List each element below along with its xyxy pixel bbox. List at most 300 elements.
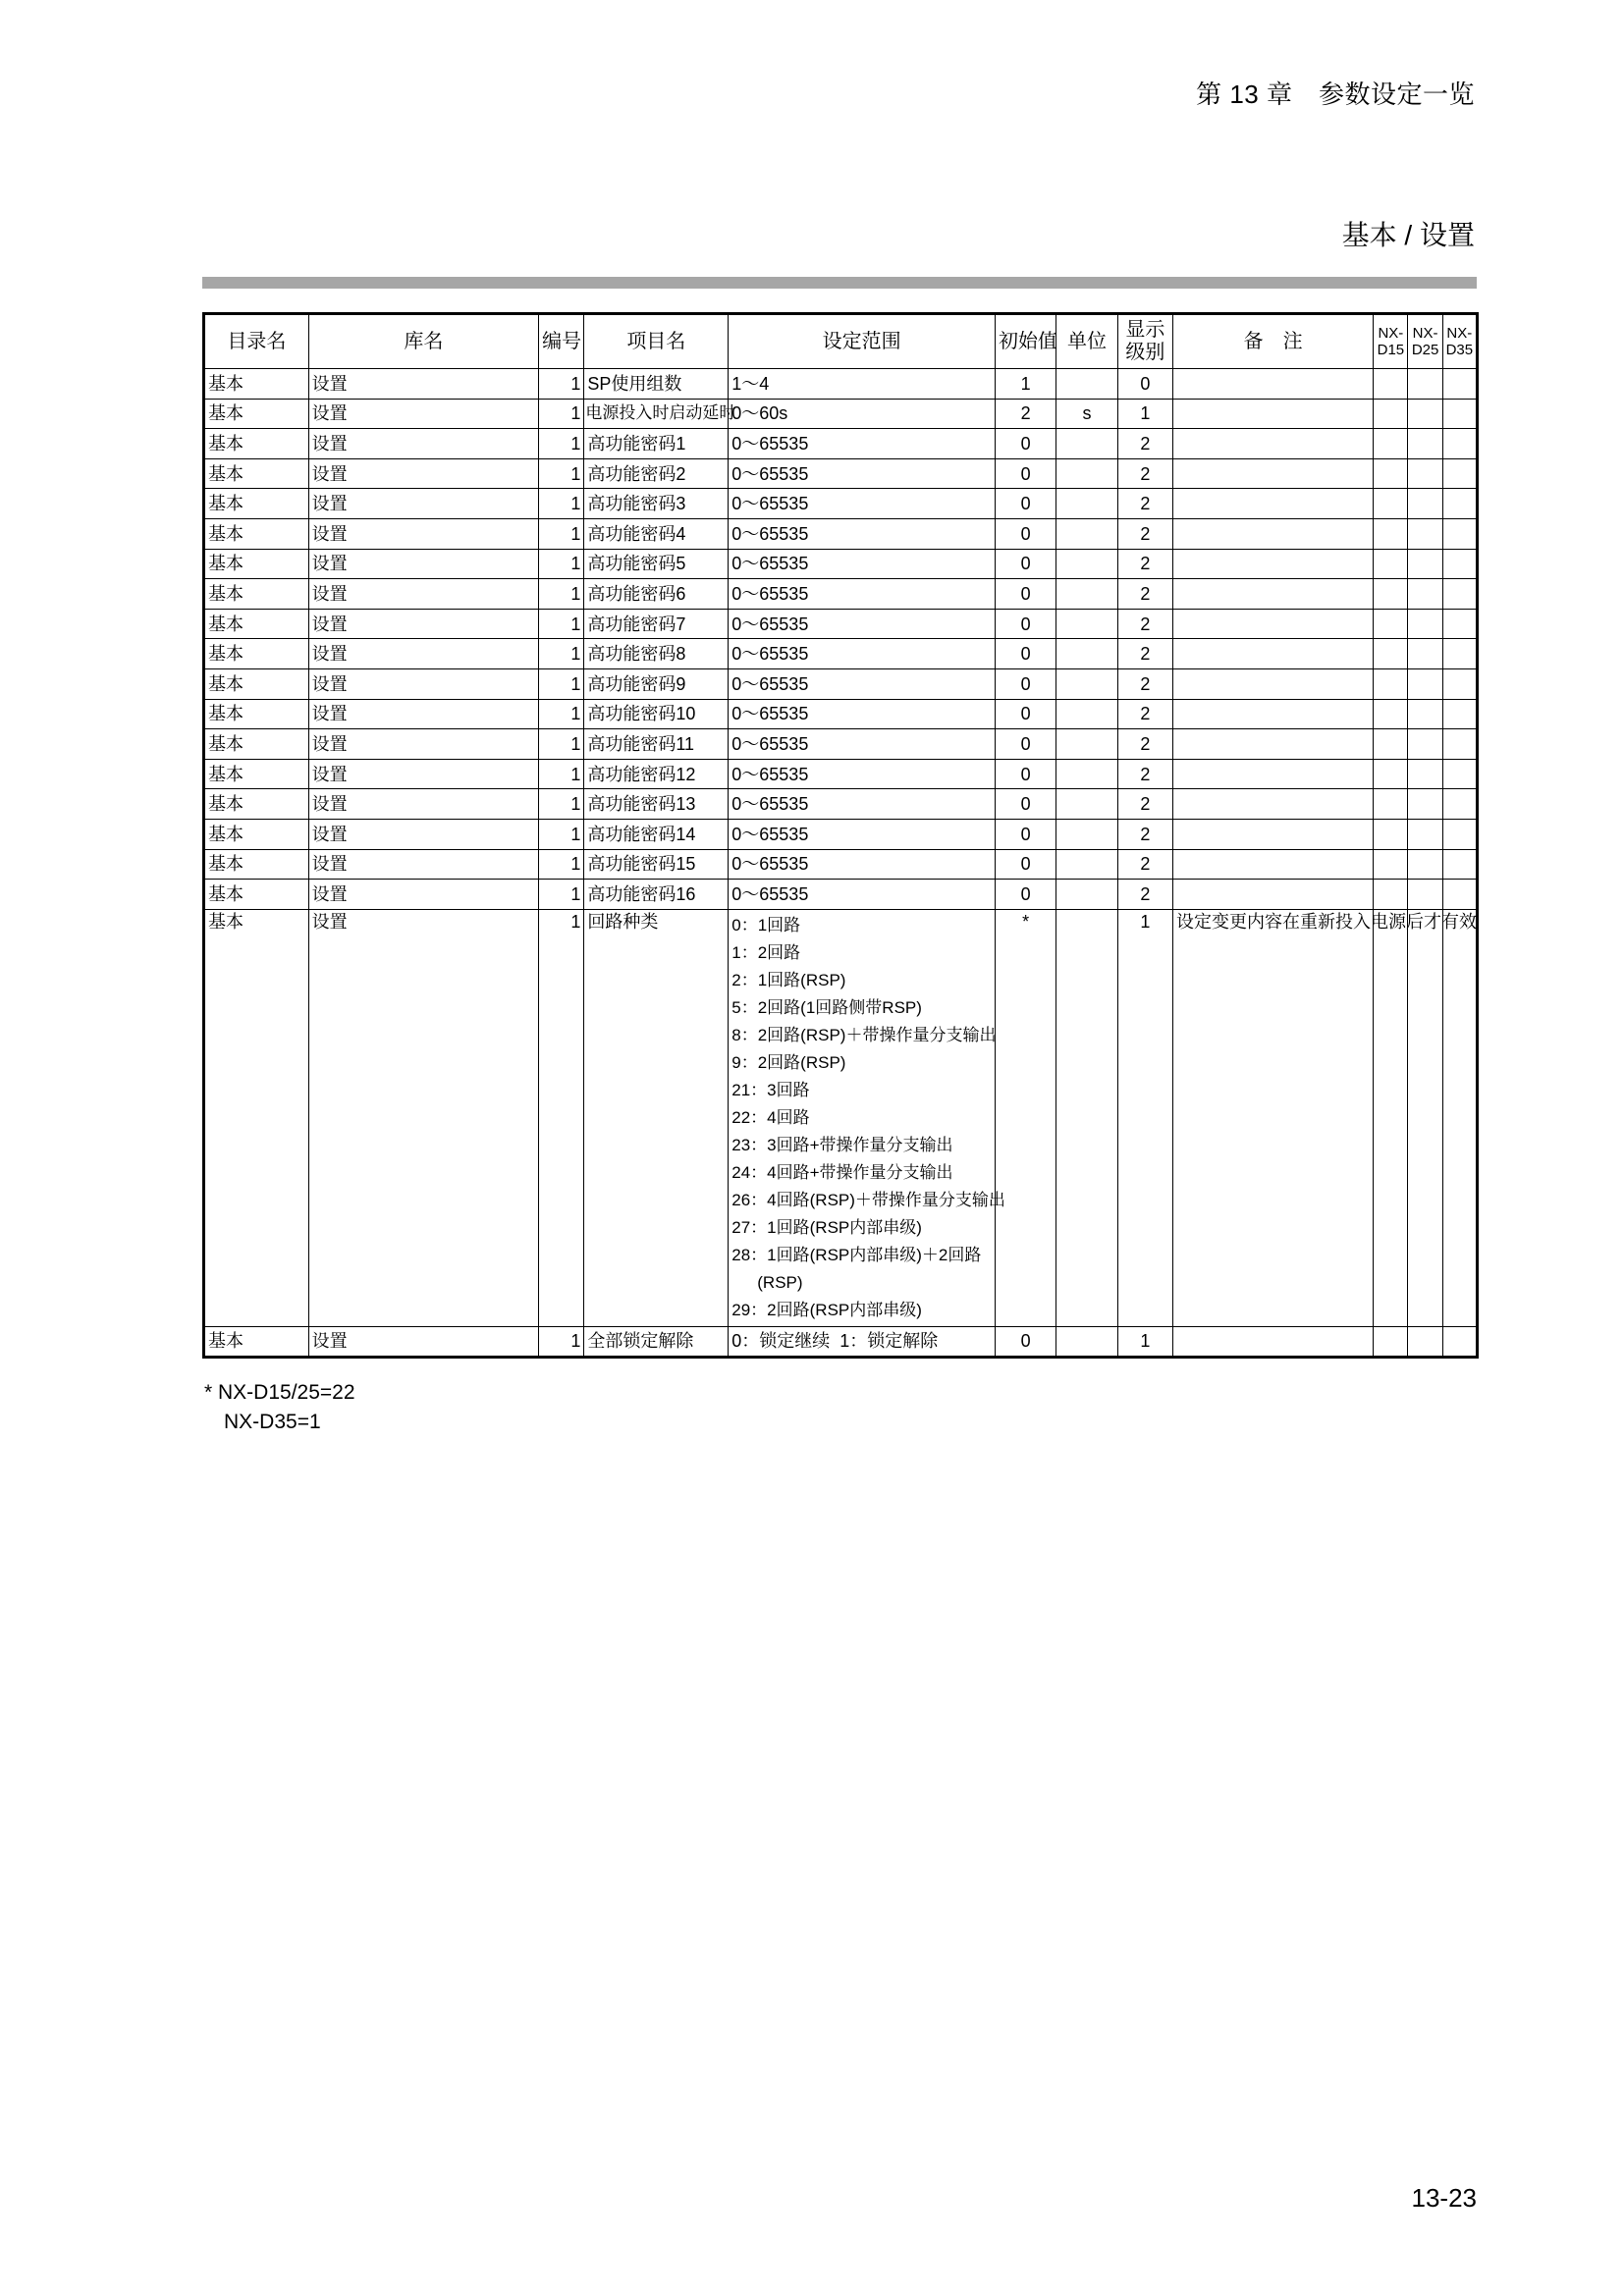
cell-item: 高功能密码15 bbox=[584, 849, 729, 880]
cell-d15 bbox=[1374, 369, 1408, 400]
table-row bbox=[204, 549, 1478, 579]
cell-d25 bbox=[1408, 549, 1442, 579]
col-header-d15-line1: NX- bbox=[1378, 325, 1404, 342]
cell-level: 2 bbox=[1117, 639, 1172, 669]
cell-dir: 基本 bbox=[204, 369, 309, 400]
cell-num: 1 bbox=[539, 489, 584, 519]
cell-d25 bbox=[1408, 880, 1442, 910]
cell-note bbox=[1173, 369, 1374, 400]
cell-init: 0 bbox=[995, 458, 1056, 489]
cell-range: 0～65535 bbox=[729, 668, 996, 699]
cell-dir: 基本 bbox=[204, 849, 309, 880]
cell-lib: 设置 bbox=[308, 699, 538, 729]
cell-range: 0～65535 bbox=[729, 699, 996, 729]
footnote-line: * NX-D15/25=22 bbox=[204, 1381, 355, 1404]
cell-note bbox=[1173, 729, 1374, 760]
cell-level: 2 bbox=[1117, 849, 1172, 880]
cell-item: 电源投入时启动延时 bbox=[584, 399, 729, 429]
cell-dir: 基本 bbox=[204, 429, 309, 459]
cell-dir: 基本 bbox=[204, 909, 309, 1326]
cell-item: 高功能密码1 bbox=[584, 429, 729, 459]
cell-note bbox=[1173, 789, 1374, 820]
table-row bbox=[204, 819, 1478, 849]
cell-item: 高功能密码4 bbox=[584, 518, 729, 549]
cell-init: 0 bbox=[995, 880, 1056, 910]
cell-d35 bbox=[1442, 399, 1477, 429]
col-header-num: 编号 bbox=[539, 314, 584, 369]
cell-range: 1～4 bbox=[729, 369, 996, 400]
cell-d15 bbox=[1374, 668, 1408, 699]
col-header-level-line1: 显示 bbox=[1125, 319, 1165, 341]
col-header-unit: 单位 bbox=[1056, 314, 1117, 369]
cell-d25 bbox=[1408, 518, 1442, 549]
cell-num: 1 bbox=[539, 819, 584, 849]
cell-unit: s bbox=[1056, 399, 1117, 429]
table-row bbox=[204, 1326, 1478, 1358]
table-row bbox=[204, 489, 1478, 519]
cell-unit bbox=[1056, 819, 1117, 849]
cell-lib: 设置 bbox=[308, 639, 538, 669]
table-row bbox=[204, 579, 1478, 610]
cell-init: 0 bbox=[995, 489, 1056, 519]
cell-dir: 基本 bbox=[204, 819, 309, 849]
table-row bbox=[204, 699, 1478, 729]
cell-d25 bbox=[1408, 639, 1442, 669]
cell-lib: 设置 bbox=[308, 849, 538, 880]
cell-num: 1 bbox=[539, 429, 584, 459]
cell-d35 bbox=[1442, 518, 1477, 549]
table-row bbox=[204, 909, 1478, 1326]
table-row bbox=[204, 429, 1478, 459]
cell-dir: 基本 bbox=[204, 789, 309, 820]
cell-num: 1 bbox=[539, 880, 584, 910]
cell-d25 bbox=[1408, 789, 1442, 820]
cell-d35 bbox=[1442, 759, 1477, 789]
col-header-item: 项目名 bbox=[584, 314, 729, 369]
cell-level: 2 bbox=[1117, 579, 1172, 610]
cell-num: 1 bbox=[539, 699, 584, 729]
cell-d25 bbox=[1408, 729, 1442, 760]
cell-d35 bbox=[1442, 1326, 1477, 1358]
cell-level: 0 bbox=[1117, 369, 1172, 400]
cell-init: 0 bbox=[995, 1326, 1056, 1358]
cell-d25 bbox=[1408, 819, 1442, 849]
cell-d35 bbox=[1442, 668, 1477, 699]
table-row bbox=[204, 880, 1478, 910]
cell-item: 高功能密码16 bbox=[584, 880, 729, 910]
cell-d15 bbox=[1374, 759, 1408, 789]
col-header-d25-line1: NX- bbox=[1412, 325, 1438, 342]
cell-range: 0～65535 bbox=[729, 429, 996, 459]
cell-d25 bbox=[1408, 399, 1442, 429]
range-option: 22：4回路 bbox=[731, 1107, 810, 1127]
range-option-continuation: (RSP) bbox=[757, 1272, 803, 1292]
cell-note bbox=[1173, 549, 1374, 579]
cell-lib: 设置 bbox=[308, 369, 538, 400]
range-option: 26：4回路(RSP)＋带操作量分支输出 bbox=[731, 1190, 1005, 1209]
cell-dir: 基本 bbox=[204, 579, 309, 610]
cell-level: 2 bbox=[1117, 429, 1172, 459]
cell-d25 bbox=[1408, 369, 1442, 400]
cell-d25 bbox=[1408, 699, 1442, 729]
cell-d35 bbox=[1442, 699, 1477, 729]
cell-lib: 设置 bbox=[308, 579, 538, 610]
col-header-init: 初始值 bbox=[995, 314, 1056, 369]
cell-unit bbox=[1056, 579, 1117, 610]
cell-init: 0 bbox=[995, 789, 1056, 820]
cell-num: 1 bbox=[539, 909, 584, 1326]
cell-note bbox=[1173, 458, 1374, 489]
footnote-line: NX-D35=1 bbox=[224, 1411, 321, 1433]
cell-num: 1 bbox=[539, 399, 584, 429]
cell-dir: 基本 bbox=[204, 639, 309, 669]
cell-d25 bbox=[1408, 489, 1442, 519]
cell-dir: 基本 bbox=[204, 458, 309, 489]
cell-note bbox=[1173, 819, 1374, 849]
cell-range: 0～65535 bbox=[729, 729, 996, 760]
cell-d35 bbox=[1442, 369, 1477, 400]
cell-unit bbox=[1056, 759, 1117, 789]
cell-d35 bbox=[1442, 819, 1477, 849]
cell-init: 0 bbox=[995, 549, 1056, 579]
cell-init: 0 bbox=[995, 639, 1056, 669]
range-option: 23：3回路+带操作量分支输出 bbox=[731, 1135, 953, 1154]
cell-level: 2 bbox=[1117, 609, 1172, 639]
cell-note bbox=[1173, 849, 1374, 880]
cell-dir: 基本 bbox=[204, 399, 309, 429]
cell-num: 1 bbox=[539, 579, 584, 610]
cell-d25 bbox=[1408, 579, 1442, 610]
cell-item: 回路种类 bbox=[584, 909, 729, 1326]
cell-d35 bbox=[1442, 880, 1477, 910]
cell-lib: 设置 bbox=[308, 458, 538, 489]
cell-unit bbox=[1056, 849, 1117, 880]
cell-d35 bbox=[1442, 789, 1477, 820]
cell-note: 设定变更内容在重新投入电源后才有效 bbox=[1173, 909, 1374, 1326]
cell-d35 bbox=[1442, 429, 1477, 459]
cell-dir: 基本 bbox=[204, 489, 309, 519]
cell-d15 bbox=[1374, 789, 1408, 820]
cell-lib: 设置 bbox=[308, 518, 538, 549]
cell-note bbox=[1173, 880, 1374, 910]
col-header-d25-line2: D25 bbox=[1411, 342, 1439, 358]
col-header-level bbox=[1117, 314, 1172, 369]
cell-note bbox=[1173, 759, 1374, 789]
col-header-dir: 目录名 bbox=[204, 314, 309, 369]
cell-num: 1 bbox=[539, 609, 584, 639]
cell-unit bbox=[1056, 458, 1117, 489]
cell-level: 2 bbox=[1117, 489, 1172, 519]
cell-dir: 基本 bbox=[204, 699, 309, 729]
col-header-d25 bbox=[1408, 314, 1442, 369]
cell-d35 bbox=[1442, 579, 1477, 610]
table-row bbox=[204, 849, 1478, 880]
cell-note bbox=[1173, 429, 1374, 459]
cell-init: 0 bbox=[995, 609, 1056, 639]
table-row bbox=[204, 399, 1478, 429]
cell-d25 bbox=[1408, 609, 1442, 639]
cell-d35 bbox=[1442, 609, 1477, 639]
range-option: 24：4回路+带操作量分支输出 bbox=[731, 1162, 953, 1182]
cell-unit bbox=[1056, 489, 1117, 519]
cell-item: 高功能密码11 bbox=[584, 729, 729, 760]
cell-level: 2 bbox=[1117, 880, 1172, 910]
cell-d15 bbox=[1374, 429, 1408, 459]
cell-note bbox=[1173, 489, 1374, 519]
cell-level: 2 bbox=[1117, 699, 1172, 729]
col-header-d35-line1: NX- bbox=[1446, 325, 1473, 342]
cell-item: 高功能密码6 bbox=[584, 579, 729, 610]
col-header-level-line2: 级别 bbox=[1125, 342, 1165, 363]
cell-level: 1 bbox=[1117, 399, 1172, 429]
cell-d15 bbox=[1374, 399, 1408, 429]
cell-d25 bbox=[1408, 909, 1442, 1326]
cell-lib: 设置 bbox=[308, 909, 538, 1326]
range-option: 0：1回路 bbox=[731, 915, 801, 934]
col-header-lib: 库名 bbox=[308, 314, 538, 369]
cell-d15 bbox=[1374, 909, 1408, 1326]
cell-lib: 设置 bbox=[308, 668, 538, 699]
cell-unit bbox=[1056, 549, 1117, 579]
col-header-d35-line2: D35 bbox=[1445, 342, 1474, 358]
cell-init: 0 bbox=[995, 819, 1056, 849]
cell-lib: 设置 bbox=[308, 759, 538, 789]
cell-d15 bbox=[1374, 699, 1408, 729]
cell-lib: 设置 bbox=[308, 729, 538, 760]
cell-d35 bbox=[1442, 489, 1477, 519]
cell-item: 高功能密码7 bbox=[584, 609, 729, 639]
table-row bbox=[204, 518, 1478, 549]
cell-d25 bbox=[1408, 1326, 1442, 1358]
cell-num: 1 bbox=[539, 549, 584, 579]
cell-unit bbox=[1056, 789, 1117, 820]
col-header-note: 备 注 bbox=[1173, 314, 1374, 369]
cell-note bbox=[1173, 579, 1374, 610]
cell-range: 0～65535 bbox=[729, 609, 996, 639]
cell-range bbox=[729, 909, 1005, 1326]
cell-dir: 基本 bbox=[204, 1326, 309, 1358]
cell-unit bbox=[1056, 699, 1117, 729]
cell-note bbox=[1173, 609, 1374, 639]
col-header-d15-line2: D15 bbox=[1377, 342, 1405, 358]
cell-num: 1 bbox=[539, 369, 584, 400]
cell-note bbox=[1173, 699, 1374, 729]
cell-init: 0 bbox=[995, 429, 1056, 459]
cell-init: 1 bbox=[995, 369, 1056, 400]
cell-item: 高功能密码12 bbox=[584, 759, 729, 789]
cell-d15 bbox=[1374, 549, 1408, 579]
cell-lib: 设置 bbox=[308, 399, 538, 429]
col-header-range: 设定范围 bbox=[729, 314, 996, 369]
table-row bbox=[204, 789, 1478, 820]
cell-d35 bbox=[1442, 639, 1477, 669]
cell-range: 0～65535 bbox=[729, 489, 996, 519]
cell-init: 0 bbox=[995, 579, 1056, 610]
cell-d35 bbox=[1442, 849, 1477, 880]
cell-item: 高功能密码13 bbox=[584, 789, 729, 820]
cell-item: 高功能密码2 bbox=[584, 458, 729, 489]
table-row bbox=[204, 369, 1478, 400]
cell-lib: 设置 bbox=[308, 549, 538, 579]
cell-d15 bbox=[1374, 518, 1408, 549]
range-option: 8：2回路(RSP)＋带操作量分支输出 bbox=[731, 1025, 997, 1044]
cell-num: 1 bbox=[539, 849, 584, 880]
cell-num: 1 bbox=[539, 759, 584, 789]
range-option: 29：2回路(RSP内部串级) bbox=[731, 1300, 922, 1319]
cell-level: 2 bbox=[1117, 518, 1172, 549]
cell-unit bbox=[1056, 369, 1117, 400]
cell-note bbox=[1173, 399, 1374, 429]
cell-level: 1 bbox=[1117, 909, 1172, 1326]
cell-item: 高功能密码9 bbox=[584, 668, 729, 699]
cell-range: 0～60s bbox=[729, 399, 996, 429]
cell-num: 1 bbox=[539, 1326, 584, 1358]
cell-d15 bbox=[1374, 639, 1408, 669]
cell-item: 高功能密码5 bbox=[584, 549, 729, 579]
cell-dir: 基本 bbox=[204, 729, 309, 760]
cell-lib: 设置 bbox=[308, 429, 538, 459]
cell-lib: 设置 bbox=[308, 789, 538, 820]
table-row bbox=[204, 668, 1478, 699]
range-option: 28：1回路(RSP内部串级)＋2回路 bbox=[731, 1245, 982, 1264]
cell-note bbox=[1173, 518, 1374, 549]
cell-init: 0 bbox=[995, 759, 1056, 789]
cell-d15 bbox=[1374, 1326, 1408, 1358]
col-header-d15 bbox=[1374, 314, 1408, 369]
range-option: 1：2回路 bbox=[731, 942, 801, 962]
cell-range: 0～65535 bbox=[729, 759, 996, 789]
cell-init: 0 bbox=[995, 668, 1056, 699]
cell-d15 bbox=[1374, 729, 1408, 760]
cell-d15 bbox=[1374, 819, 1408, 849]
cell-range: 0～65535 bbox=[729, 789, 996, 820]
cell-init: 0 bbox=[995, 699, 1056, 729]
cell-lib: 设置 bbox=[308, 489, 538, 519]
cell-d35 bbox=[1442, 549, 1477, 579]
cell-num: 1 bbox=[539, 789, 584, 820]
header-divider bbox=[202, 277, 1477, 289]
parameter-table bbox=[202, 312, 1479, 1359]
cell-level: 2 bbox=[1117, 668, 1172, 699]
table-row bbox=[204, 609, 1478, 639]
range-option: 2：1回路(RSP) bbox=[731, 970, 846, 989]
cell-init: 2 bbox=[995, 399, 1056, 429]
cell-item: 全部锁定解除 bbox=[584, 1326, 729, 1358]
cell-unit bbox=[1056, 518, 1117, 549]
cell-item: 高功能密码10 bbox=[584, 699, 729, 729]
cell-level: 2 bbox=[1117, 759, 1172, 789]
cell-d25 bbox=[1408, 668, 1442, 699]
cell-num: 1 bbox=[539, 458, 584, 489]
cell-unit bbox=[1056, 639, 1117, 669]
page-number: 13-23 bbox=[1411, 2183, 1477, 2213]
cell-num: 1 bbox=[539, 729, 584, 760]
cell-unit bbox=[1056, 880, 1117, 910]
cell-lib: 设置 bbox=[308, 819, 538, 849]
footnote bbox=[204, 1378, 355, 1437]
table-row bbox=[204, 759, 1478, 789]
cell-d25 bbox=[1408, 458, 1442, 489]
cell-num: 1 bbox=[539, 518, 584, 549]
cell-dir: 基本 bbox=[204, 518, 309, 549]
range-option: 27：1回路(RSP内部串级) bbox=[731, 1217, 922, 1237]
cell-note bbox=[1173, 639, 1374, 669]
table-header-row bbox=[204, 314, 1478, 369]
cell-item: 高功能密码8 bbox=[584, 639, 729, 669]
range-option: 21：3回路 bbox=[731, 1080, 810, 1099]
cell-level: 1 bbox=[1117, 1326, 1172, 1358]
cell-dir: 基本 bbox=[204, 759, 309, 789]
cell-dir: 基本 bbox=[204, 668, 309, 699]
cell-num: 1 bbox=[539, 668, 584, 699]
cell-range: 0～65535 bbox=[729, 819, 996, 849]
range-option: 9：2回路(RSP) bbox=[731, 1052, 846, 1072]
cell-range: 0～65535 bbox=[729, 880, 996, 910]
section-title: 基本 / 设置 bbox=[1341, 220, 1475, 250]
cell-item: 高功能密码14 bbox=[584, 819, 729, 849]
cell-d15 bbox=[1374, 489, 1408, 519]
cell-d25 bbox=[1408, 849, 1442, 880]
cell-item: 高功能密码3 bbox=[584, 489, 729, 519]
cell-d35 bbox=[1442, 729, 1477, 760]
cell-range: 0～65535 bbox=[729, 849, 996, 880]
cell-dir: 基本 bbox=[204, 880, 309, 910]
cell-init: * bbox=[995, 909, 1056, 1326]
cell-unit bbox=[1056, 429, 1117, 459]
cell-d35 bbox=[1442, 458, 1477, 489]
cell-range: 0～65535 bbox=[729, 458, 996, 489]
cell-lib: 设置 bbox=[308, 1326, 538, 1358]
cell-range: 0～65535 bbox=[729, 579, 996, 610]
cell-level: 2 bbox=[1117, 458, 1172, 489]
cell-range: 0：锁定继续 1：锁定解除 bbox=[729, 1326, 996, 1358]
cell-lib: 设置 bbox=[308, 880, 538, 910]
cell-level: 2 bbox=[1117, 729, 1172, 760]
cell-dir: 基本 bbox=[204, 609, 309, 639]
cell-init: 0 bbox=[995, 518, 1056, 549]
range-option: 5：2回路(1回路侧带RSP) bbox=[731, 997, 922, 1017]
cell-range: 0～65535 bbox=[729, 639, 996, 669]
cell-level: 2 bbox=[1117, 819, 1172, 849]
table-row bbox=[204, 458, 1478, 489]
cell-dir: 基本 bbox=[204, 549, 309, 579]
cell-level: 2 bbox=[1117, 549, 1172, 579]
cell-note bbox=[1173, 1326, 1374, 1358]
cell-d35 bbox=[1442, 909, 1477, 1326]
cell-num: 1 bbox=[539, 639, 584, 669]
col-header-d35 bbox=[1442, 314, 1477, 369]
cell-unit bbox=[1056, 609, 1117, 639]
cell-range: 0～65535 bbox=[729, 518, 996, 549]
cell-init: 0 bbox=[995, 729, 1056, 760]
cell-lib: 设置 bbox=[308, 609, 538, 639]
cell-d15 bbox=[1374, 458, 1408, 489]
cell-init: 0 bbox=[995, 849, 1056, 880]
cell-unit bbox=[1056, 1326, 1117, 1358]
cell-range: 0～65535 bbox=[729, 549, 996, 579]
table-row bbox=[204, 639, 1478, 669]
cell-level: 2 bbox=[1117, 789, 1172, 820]
cell-d25 bbox=[1408, 759, 1442, 789]
cell-item: SP使用组数 bbox=[584, 369, 729, 400]
table-row bbox=[204, 729, 1478, 760]
cell-d15 bbox=[1374, 849, 1408, 880]
cell-d25 bbox=[1408, 429, 1442, 459]
cell-unit bbox=[1056, 668, 1117, 699]
chapter-heading: 第 13 章 参数设定一览 bbox=[1196, 80, 1475, 109]
cell-unit bbox=[1056, 729, 1117, 760]
cell-d15 bbox=[1374, 880, 1408, 910]
